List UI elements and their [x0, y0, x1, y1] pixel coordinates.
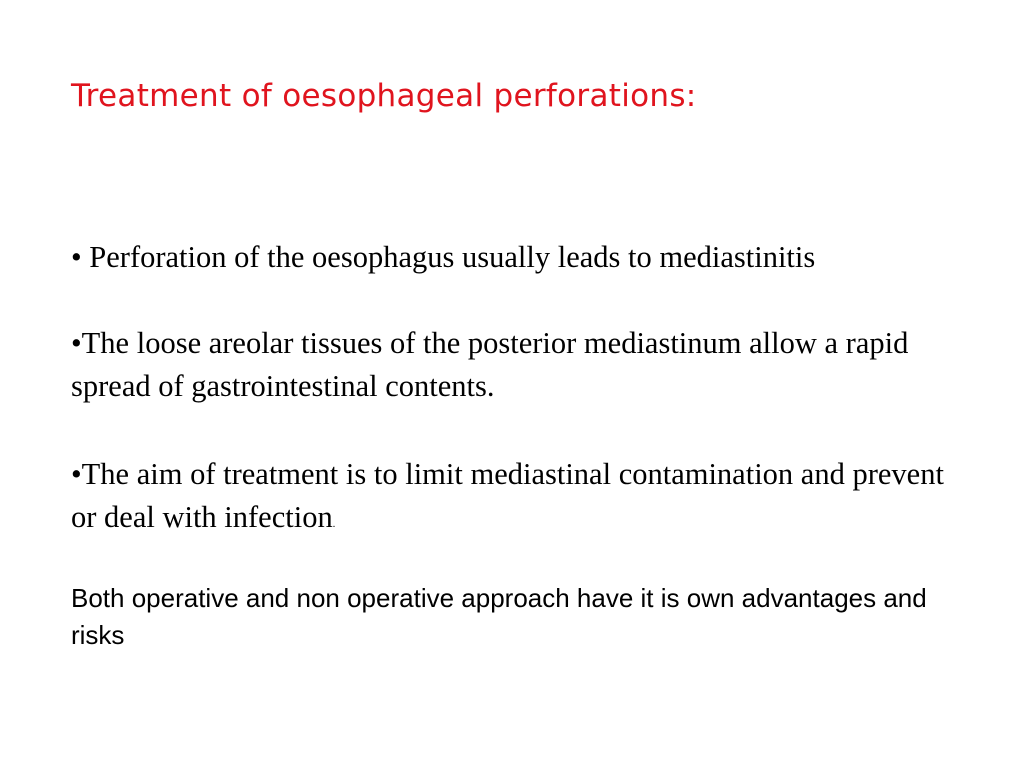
bullet-treatment-aim-text: •The aim of treatment is to limit mediastinal contamination and prevent or deal with infection: [71, 457, 944, 534]
bullet-areolar-tissues: •The loose areolar tissues of the posterior mediastinum allow a rapid spread of gastrointestinal contents.: [71, 326, 909, 403]
bullet-treatment-aim: [71, 453, 971, 546]
bullet-treatment-aim-period: .: [332, 519, 336, 530]
slide-title: Treatment of oesophageal perforations:: [71, 78, 697, 114]
approach-note: Both operative and non operative approach have it is own advantages and risks: [71, 583, 927, 650]
bullet-perforation-mediastinitis: • Perforation of the oesophagus usually leads to mediastinitis: [71, 240, 816, 274]
